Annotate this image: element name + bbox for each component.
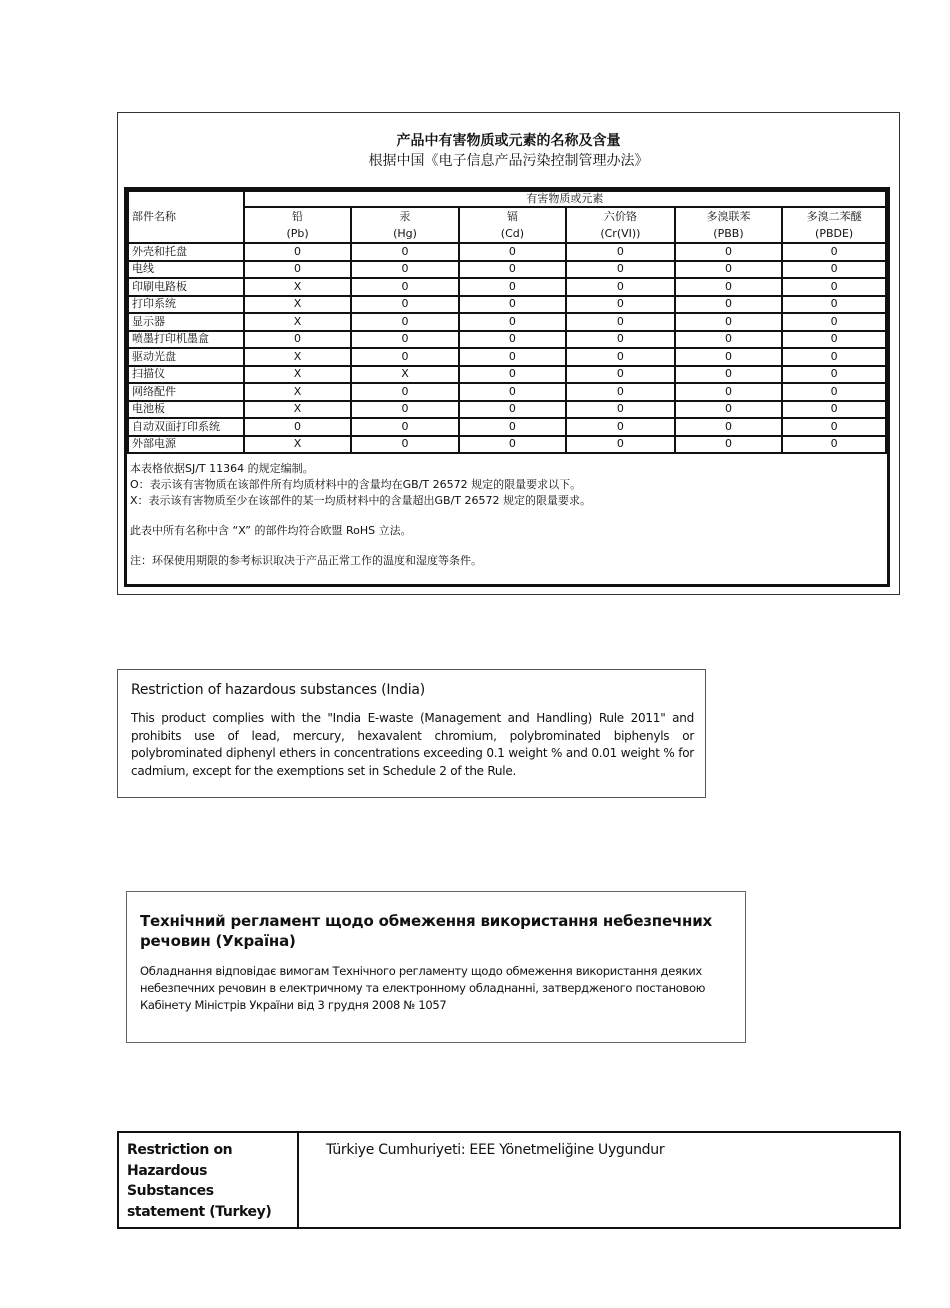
substance-name-header: 铅: [244, 207, 351, 225]
substance-value-cell: 0: [351, 313, 458, 331]
substance-value-cell: X: [244, 278, 351, 296]
substance-value-cell: 0: [782, 401, 886, 419]
substance-value-cell: 0: [675, 366, 783, 384]
substance-value-cell: 0: [351, 261, 458, 279]
substance-value-cell: 0: [566, 296, 675, 314]
substance-value-cell: 0: [459, 243, 566, 261]
ukraine-rohs-section: [126, 891, 746, 1043]
substance-value-cell: 0: [566, 243, 675, 261]
part-name-cell: 打印系统: [128, 296, 244, 314]
substance-value-cell: 0: [244, 331, 351, 349]
part-name-cell: 扫描仪: [128, 366, 244, 384]
china-rohs-section: [117, 112, 900, 595]
substance-value-cell: 0: [566, 383, 675, 401]
substance-value-cell: 0: [566, 278, 675, 296]
substance-value-cell: 0: [782, 331, 886, 349]
substance-value-cell: X: [244, 436, 351, 454]
substance-value-cell: 0: [351, 348, 458, 366]
part-name-cell: 外部电源: [128, 436, 244, 454]
substance-value-cell: X: [244, 401, 351, 419]
substance-value-cell: 0: [459, 348, 566, 366]
substance-value-cell: 0: [782, 278, 886, 296]
substance-value-cell: 0: [459, 296, 566, 314]
substance-value-cell: 0: [351, 331, 458, 349]
substance-value-cell: 0: [459, 418, 566, 436]
note-o-definition: O：表示该有害物质在该部件所有均质材料中的含量均在GB/T 26572 规定的限量要求以下。: [130, 478, 582, 491]
substance-value-cell: 0: [351, 296, 458, 314]
substance-value-cell: 0: [675, 383, 783, 401]
substance-value-cell: X: [244, 296, 351, 314]
substance-value-cell: 0: [244, 261, 351, 279]
table-row: [128, 436, 886, 454]
substance-value-cell: X: [244, 383, 351, 401]
substance-value-cell: 0: [244, 243, 351, 261]
substance-value-cell: 0: [566, 436, 675, 454]
substance-value-cell: 0: [459, 366, 566, 384]
substance-name-header: 镉: [459, 207, 566, 225]
substance-value-cell: 0: [675, 331, 783, 349]
note-x-definition: X：表示该有害物质至少在该部件的某一均质材料中的含量超出GB/T 26572 规定的限量要求。: [130, 494, 592, 507]
india-rohs-section: [117, 669, 706, 798]
substance-value-cell: X: [244, 313, 351, 331]
china-rohs-notes: [130, 461, 885, 569]
substance-value-cell: 0: [351, 243, 458, 261]
substance-value-cell: 0: [351, 436, 458, 454]
substance-value-cell: 0: [782, 296, 886, 314]
note-environment: 注：环保使用期限的参考标识取决于产品正常工作的温度和湿度等条件。: [130, 554, 482, 567]
substance-value-cell: 0: [782, 383, 886, 401]
substance-value-cell: 0: [675, 418, 783, 436]
substance-value-cell: 0: [675, 278, 783, 296]
substance-value-cell: 0: [459, 261, 566, 279]
table-row: [128, 261, 886, 279]
substance-value-cell: 0: [566, 366, 675, 384]
ukraine-rohs-body: Обладнання відповідає вимогам Технічного регламенту щодо обмеження використання деяких небезпечних речовин в електричному та електронному обладнанні, затвердженого постановою Кабінету Міністрів України від 3 грудня 2008 № 1057: [140, 964, 706, 1012]
part-name-cell: 外壳和托盘: [128, 243, 244, 261]
substance-name-header: 六价铬: [566, 207, 675, 225]
substance-value-cell: 0: [459, 331, 566, 349]
part-name-cell: 自动双面打印系统: [128, 418, 244, 436]
substance-value-cell: 0: [566, 418, 675, 436]
substance-value-cell: 0: [459, 383, 566, 401]
substance-symbol-header: (PBB): [675, 225, 783, 243]
india-rohs-body: This product complies with the "India E-waste (Management and Handling) Rule 2011" and prohibits use of lead, mercury, hexavalent chromium, polybrominated biphenyls or polybrominated diphenyl ethers in concentrations exceeding 0.1 weight % and 0.01 weight % for cadmium, except for the exemptions set in Schedule 2 of the Rule.: [131, 711, 694, 778]
substance-value-cell: 0: [566, 331, 675, 349]
turkey-rohs-section: [117, 1131, 901, 1229]
table-row: [128, 348, 886, 366]
substance-symbol-header: (Cd): [459, 225, 566, 243]
turkey-rohs-statement: Türkiye Cumhuriyeti: EEE Yönetmeliğine Uygundur: [326, 1142, 665, 1158]
substance-symbol-header: (PBDE): [782, 225, 886, 243]
part-name-header: 部件名称: [128, 191, 244, 243]
table-row: [128, 313, 886, 331]
part-name-cell: 网络配件: [128, 383, 244, 401]
substance-value-cell: 0: [675, 261, 783, 279]
part-name-cell: 电池板: [128, 401, 244, 419]
substance-value-cell: 0: [782, 348, 886, 366]
part-name-cell: 驱动光盘: [128, 348, 244, 366]
table-row: [128, 383, 886, 401]
part-name-cell: 印刷电路板: [128, 278, 244, 296]
note-eu-rohs: 此表中所有名称中含 “X” 的部件均符合欧盟 RoHS 立法。: [130, 524, 412, 537]
part-name-cell: 电线: [128, 261, 244, 279]
china-rohs-subtitle: 根据中国《电子信息产品污染控制管理办法》: [368, 153, 649, 169]
substance-value-cell: 0: [566, 348, 675, 366]
substance-value-cell: 0: [351, 383, 458, 401]
substance-value-cell: 0: [782, 243, 886, 261]
table-row: [128, 243, 886, 261]
substances-group-header: 有害物质或元素: [244, 191, 886, 207]
substance-value-cell: 0: [675, 296, 783, 314]
india-rohs-title: Restriction of hazardous substances (India): [131, 682, 426, 698]
substance-symbol-header: (Pb): [244, 225, 351, 243]
substance-value-cell: 0: [782, 261, 886, 279]
table-row: [128, 401, 886, 419]
substance-value-cell: 0: [782, 436, 886, 454]
substance-value-cell: 0: [782, 366, 886, 384]
substance-value-cell: 0: [459, 436, 566, 454]
china-rohs-table-frame: [124, 187, 890, 587]
substance-value-cell: 0: [675, 401, 783, 419]
substance-value-cell: 0: [675, 436, 783, 454]
substance-value-cell: 0: [459, 278, 566, 296]
table-row: [128, 278, 886, 296]
substance-value-cell: X: [351, 366, 458, 384]
substance-value-cell: 0: [782, 313, 886, 331]
substance-value-cell: X: [244, 348, 351, 366]
substance-value-cell: 0: [675, 348, 783, 366]
substance-symbol-header: (Cr(VI)): [566, 225, 675, 243]
substance-name-header: 多溴联苯: [675, 207, 783, 225]
ukraine-rohs-title: Технічний регламент щодо обмеження використання небезпечних речовин (Україна): [140, 912, 712, 950]
turkey-rohs-label: Restriction on Hazardous Substances statement (Turkey): [119, 1133, 299, 1227]
substance-value-cell: 0: [459, 313, 566, 331]
table-row: [128, 366, 886, 384]
substance-name-header: 多溴二苯醚: [782, 207, 886, 225]
substance-value-cell: 0: [566, 401, 675, 419]
substance-value-cell: 0: [566, 313, 675, 331]
substance-value-cell: 0: [244, 418, 351, 436]
hazardous-substances-table: [127, 190, 887, 454]
part-name-cell: 显示器: [128, 313, 244, 331]
substance-value-cell: X: [244, 366, 351, 384]
note-standard: 本表格依据SJ/T 11364 的规定编制。: [130, 462, 314, 475]
substance-name-header: 汞: [351, 207, 458, 225]
part-name-cell: 喷墨打印机墨盒: [128, 331, 244, 349]
substance-value-cell: 0: [459, 401, 566, 419]
table-row: [128, 418, 886, 436]
substance-value-cell: 0: [351, 401, 458, 419]
substance-value-cell: 0: [351, 418, 458, 436]
substance-value-cell: 0: [675, 243, 783, 261]
china-rohs-title: 产品中有害物质或元素的名称及含量: [396, 133, 621, 149]
substance-value-cell: 0: [782, 418, 886, 436]
substance-value-cell: 0: [351, 278, 458, 296]
table-row: [128, 331, 886, 349]
table-row: [128, 296, 886, 314]
substance-value-cell: 0: [566, 261, 675, 279]
substance-value-cell: 0: [675, 313, 783, 331]
substance-symbol-header: (Hg): [351, 225, 458, 243]
